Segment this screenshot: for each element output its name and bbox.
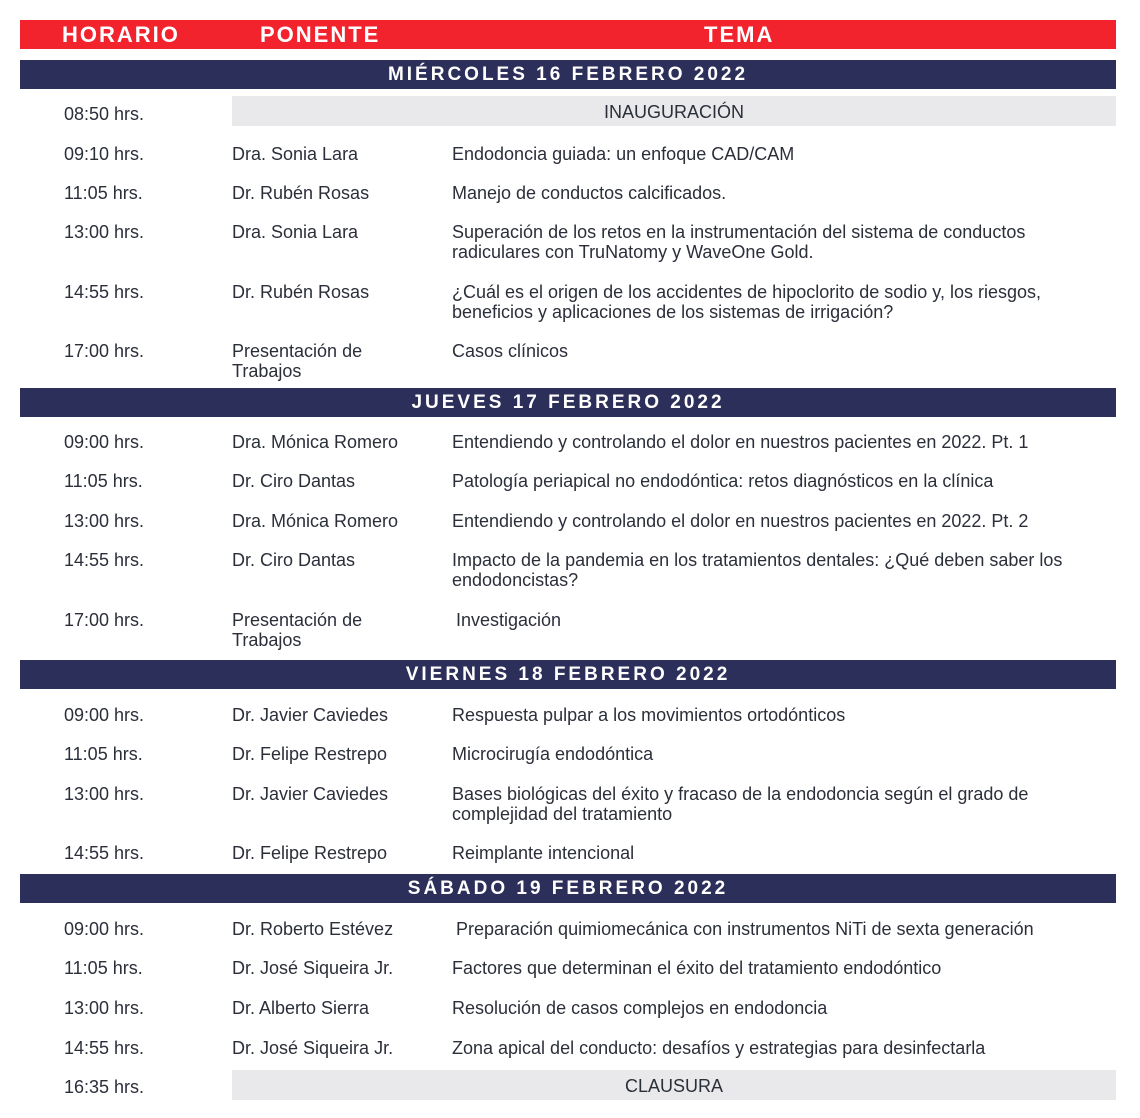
time-cell: 14:55 hrs. <box>64 1038 145 1058</box>
topic-cell: Preparación quimiomecánica con instrumentos NiTi de sexta generación <box>456 919 1034 939</box>
speaker-cell: Dr. José Siqueira Jr. <box>232 958 394 978</box>
time-cell: 14:55 hrs. <box>64 843 145 863</box>
topic-cell: Entendiendo y controlando el dolor en nuestros pacientes en 2022. Pt. 2 <box>452 511 1029 531</box>
time-cell: 08:50 hrs. <box>64 104 145 124</box>
topic-cell: Zona apical del conducto: desafíos y estrategias para desinfectarla <box>452 1038 986 1058</box>
speaker-cell: Dr. Ciro Dantas <box>232 550 356 570</box>
speaker-cell: Dr. Rubén Rosas <box>232 282 370 302</box>
speaker-cell: Dra. Mónica Romero <box>232 432 399 452</box>
speaker-cell: Dr. Felipe Restrepo <box>232 744 388 764</box>
topic-cell: Superación de los retos en la instrumentación del sistema de conductos radiculares con TruNatomy y WaveOne Gold. <box>452 222 1026 262</box>
time-cell: 13:00 hrs. <box>64 511 145 531</box>
table-header <box>20 20 1116 49</box>
day-header-wednesday: MIÉRCOLES 16 FEBRERO 2022 <box>20 60 1116 89</box>
topic-cell: Casos clínicos <box>452 341 569 361</box>
day-header-saturday: SÁBADO 19 FEBRERO 2022 <box>20 874 1116 903</box>
time-cell: 14:55 hrs. <box>64 282 145 302</box>
time-cell: 13:00 hrs. <box>64 784 145 804</box>
topic-cell: Entendiendo y controlando el dolor en nuestros pacientes en 2022. Pt. 1 <box>452 432 1029 452</box>
speaker-cell: Dr. Roberto Estévez <box>232 919 394 939</box>
time-cell: 17:00 hrs. <box>64 610 145 630</box>
time-cell: 09:00 hrs. <box>64 919 145 939</box>
time-cell: 17:00 hrs. <box>64 341 145 361</box>
speaker-cell: Dr. Javier Caviedes <box>232 705 389 725</box>
time-cell: 09:00 hrs. <box>64 705 145 725</box>
speaker-cell: Dra. Sonia Lara <box>232 222 359 242</box>
topic-cell: Reimplante intencional <box>452 843 635 863</box>
speaker-cell: Presentación de Trabajos <box>232 610 363 650</box>
time-cell: 09:00 hrs. <box>64 432 145 452</box>
speaker-cell: Dr. Rubén Rosas <box>232 183 370 203</box>
topic-cell: Patología periapical no endodóntica: retos diagnósticos en la clínica <box>452 471 994 491</box>
time-cell: 11:05 hrs. <box>64 183 143 203</box>
topic-cell: Factores que determinan el éxito del tratamiento endodóntico <box>452 958 942 978</box>
day-header-thursday: JUEVES 17 FEBRERO 2022 <box>20 388 1116 417</box>
topic-cell: Manejo de conductos calcificados. <box>452 183 727 203</box>
topic-cell: Impacto de la pandemia en los tratamientos dentales: ¿Qué deben saber los endodoncistas? <box>452 550 1063 590</box>
time-cell: 13:00 hrs. <box>64 222 145 242</box>
topic-cell: Microcirugía endodóntica <box>452 744 654 764</box>
topic-cell: ¿Cuál es el origen de los accidentes de hipoclorito de sodio y, los riesgos, beneficios y aplicaciones de los sistemas de irrigación? <box>452 282 1041 322</box>
speaker-cell: Dr. José Siqueira Jr. <box>232 1038 394 1058</box>
speaker-cell: Dra. Mónica Romero <box>232 511 399 531</box>
closing-band: CLAUSURA <box>232 1070 1116 1100</box>
time-cell: 14:55 hrs. <box>64 550 145 570</box>
speaker-cell: Dr. Felipe Restrepo <box>232 843 388 863</box>
topic-cell: Investigación <box>456 610 562 630</box>
time-cell: 11:05 hrs. <box>64 958 143 978</box>
header-horario: HORARIO <box>62 22 180 47</box>
header-ponente: PONENTE <box>260 22 381 47</box>
opening-band: INAUGURACIÓN <box>232 96 1116 126</box>
time-cell: 13:00 hrs. <box>64 998 145 1018</box>
topic-cell: Resolución de casos complejos en endodoncia <box>452 998 828 1018</box>
time-cell: 09:10 hrs. <box>64 144 145 164</box>
day-header-friday: VIERNES 18 FEBRERO 2022 <box>20 660 1116 689</box>
topic-cell: Bases biológicas del éxito y fracaso de la endodoncia según el grado de complejidad del tratamiento <box>452 784 1029 824</box>
speaker-cell: Dr. Ciro Dantas <box>232 471 356 491</box>
speaker-cell: Dr. Javier Caviedes <box>232 784 389 804</box>
header-tema: TEMA <box>704 22 775 47</box>
speaker-cell: Presentación de Trabajos <box>232 341 363 381</box>
speaker-cell: Dra. Sonia Lara <box>232 144 359 164</box>
topic-cell: Respuesta pulpar a los movimientos ortodónticos <box>452 705 846 725</box>
time-cell: 16:35 hrs. <box>64 1077 145 1097</box>
speaker-cell: Dr. Alberto Sierra <box>232 998 370 1018</box>
topic-cell: Endodoncia guiada: un enfoque CAD/CAM <box>452 144 795 164</box>
time-cell: 11:05 hrs. <box>64 471 143 491</box>
time-cell: 11:05 hrs. <box>64 744 143 764</box>
